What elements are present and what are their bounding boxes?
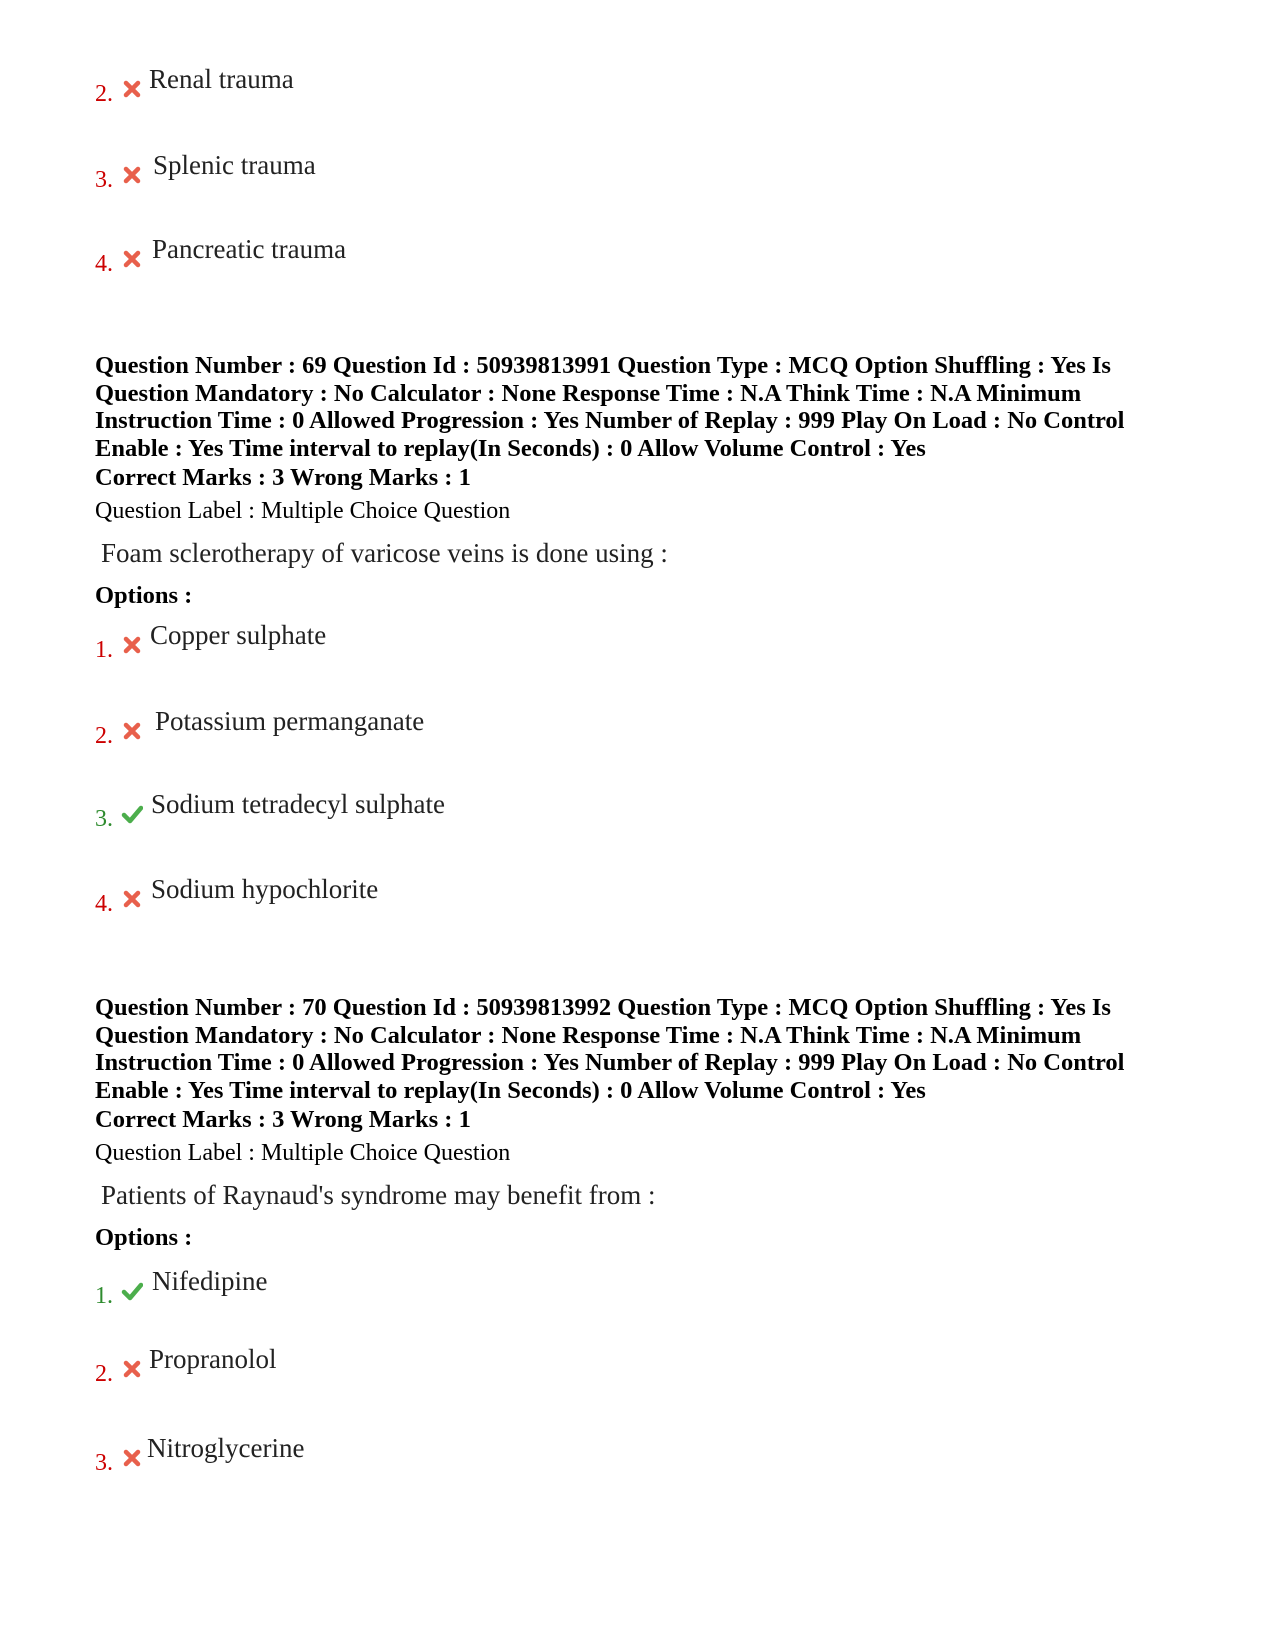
question-marks: Correct Marks : 3 Wrong Marks : 1 xyxy=(95,464,471,491)
option-item xyxy=(95,64,795,107)
check-icon xyxy=(121,803,143,825)
option-number: 3. xyxy=(95,167,113,193)
cross-icon xyxy=(121,248,143,270)
option-text: Splenic trauma xyxy=(153,150,316,180)
option-item xyxy=(95,234,795,277)
option-item xyxy=(95,1433,795,1476)
option-number: 3. xyxy=(95,1450,113,1476)
question-header: Question Number : 70 Question Id : 50939813992 Question Type : MCQ Option Shuffling : Yes Is Question Mandatory : No Calculator : None Response Time : N.A Think Time : N.A Minimum Instruction Time : 0 Allowed Progression : Yes Number of Replay : 999 Play On Load : No Control Enable : Yes Time interval to replay(In Seconds) : 0 Allow Volume Control : Yes xyxy=(95,994,1125,1104)
option-text: Renal trauma xyxy=(149,64,294,94)
option-number: 4. xyxy=(95,891,113,917)
option-text: Propranolol xyxy=(149,1344,277,1374)
option-text: Sodium tetradecyl sulphate xyxy=(151,789,445,819)
option-item xyxy=(95,1344,795,1387)
option-text: Nitroglycerine xyxy=(147,1433,305,1463)
option-text: Copper sulphate xyxy=(150,620,327,650)
cross-icon xyxy=(121,78,143,100)
cross-icon xyxy=(121,720,143,742)
question-text: Patients of Raynaud's syndrome may benefit from : xyxy=(101,1180,656,1210)
option-item xyxy=(95,620,795,663)
option-item xyxy=(95,1266,795,1309)
cross-icon xyxy=(121,634,143,656)
cross-icon xyxy=(121,1447,143,1469)
option-number: 2. xyxy=(95,1361,113,1387)
option-item xyxy=(95,150,795,193)
question-label: Question Label : Multiple Choice Question xyxy=(95,498,511,524)
option-text: Sodium hypochlorite xyxy=(151,874,379,904)
option-text: Potassium permanganate xyxy=(155,706,425,736)
option-number: 1. xyxy=(95,637,113,663)
option-item xyxy=(95,874,795,917)
option-number: 3. xyxy=(95,806,113,832)
option-number: 4. xyxy=(95,251,113,277)
option-text: Nifedipine xyxy=(152,1266,268,1296)
cross-icon xyxy=(121,888,143,910)
option-text: Pancreatic trauma xyxy=(152,234,347,264)
option-item xyxy=(95,789,795,832)
option-item xyxy=(95,706,795,749)
option-number: 2. xyxy=(95,81,113,107)
options-label: Options : xyxy=(95,1224,193,1251)
question-text: Foam sclerotherapy of varicose veins is done using : xyxy=(101,538,668,568)
option-number: 2. xyxy=(95,723,113,749)
cross-icon xyxy=(121,1358,143,1380)
options-label: Options : xyxy=(95,582,193,609)
cross-icon xyxy=(121,164,143,186)
question-header: Question Number : 69 Question Id : 50939813991 Question Type : MCQ Option Shuffling : Yes Is Question Mandatory : No Calculator : None Response Time : N.A Think Time : N.A Minimum Instruction Time : 0 Allowed Progression : Yes Number of Replay : 999 Play On Load : No Control Enable : Yes Time interval to replay(In Seconds) : 0 Allow Volume Control : Yes xyxy=(95,352,1125,462)
check-icon xyxy=(121,1280,143,1302)
question-label: Question Label : Multiple Choice Question xyxy=(95,1140,511,1166)
option-number: 1. xyxy=(95,1283,113,1309)
question-marks: Correct Marks : 3 Wrong Marks : 1 xyxy=(95,1106,471,1133)
